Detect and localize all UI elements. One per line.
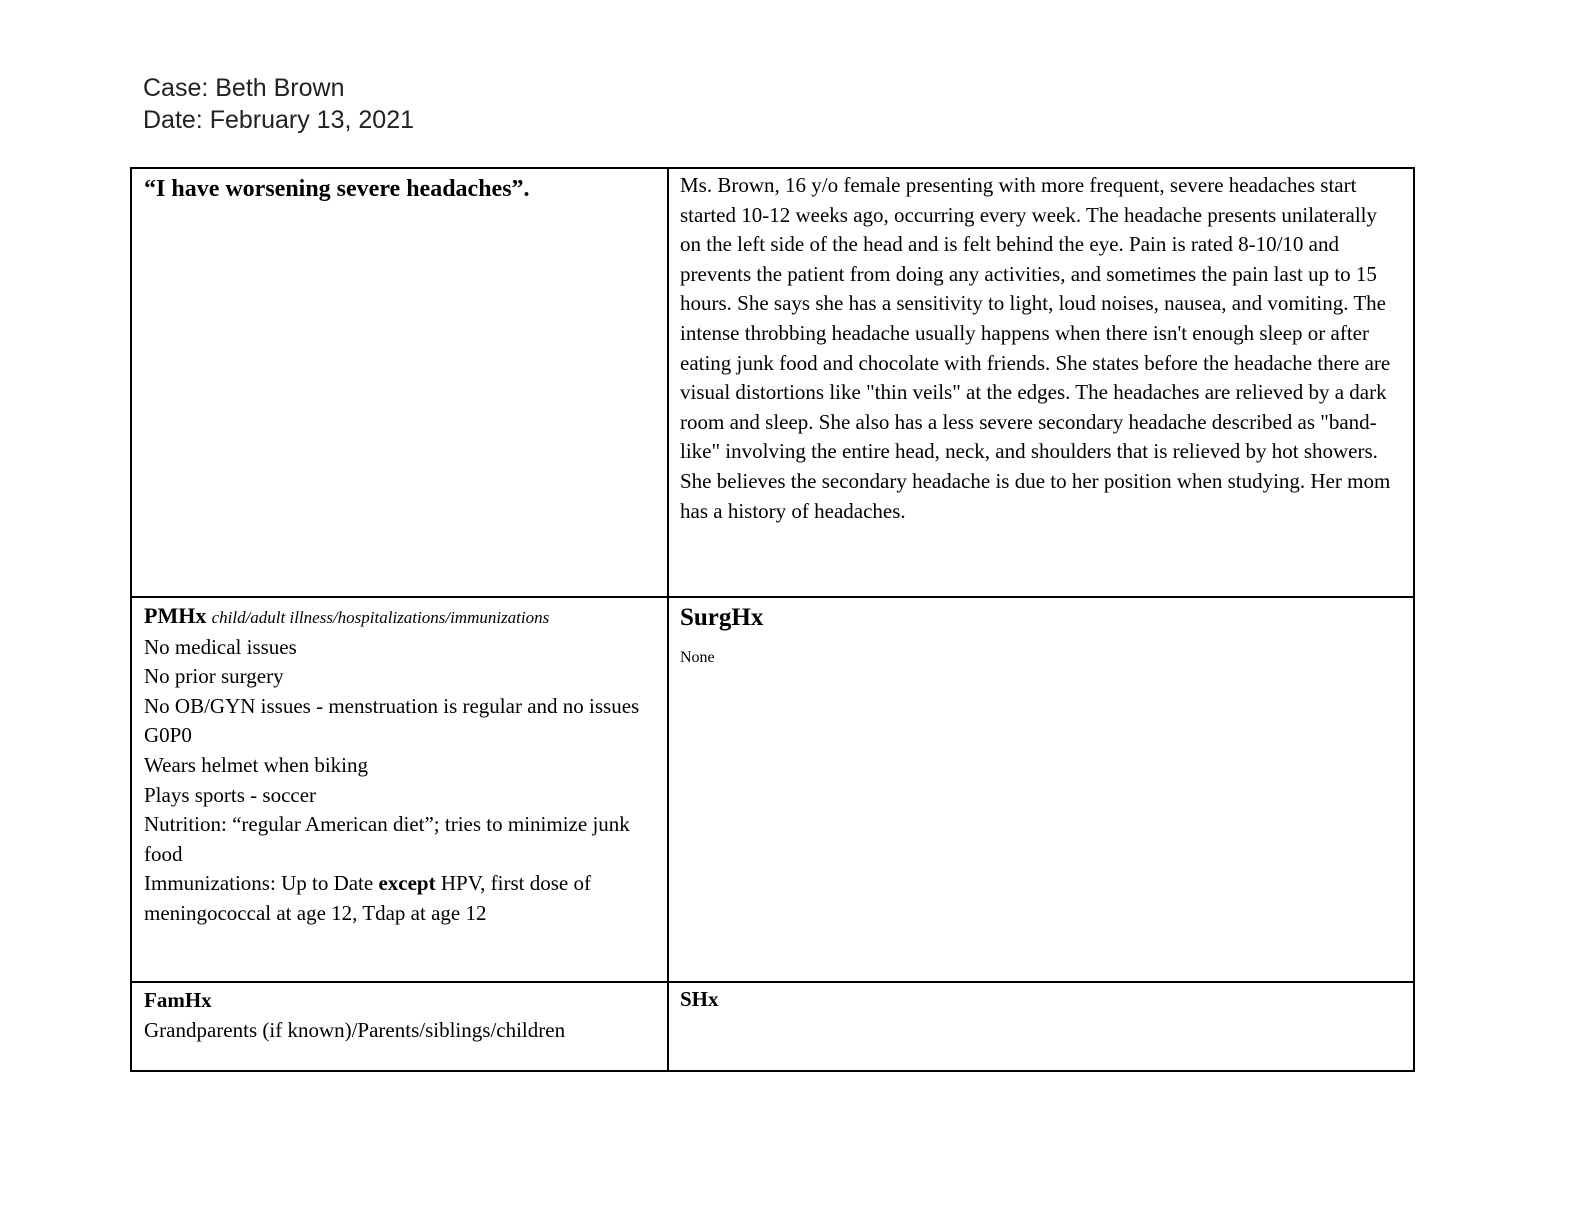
case-name: Case: Beth Brown xyxy=(143,74,345,102)
case-date: Date: February 13, 2021 xyxy=(143,106,414,134)
pmhx-item: G0P0 xyxy=(144,723,192,748)
pmhx-item: No medical issues xyxy=(144,634,297,659)
pmhx-item: Plays sports - soccer xyxy=(144,782,317,807)
surghx-cell xyxy=(668,597,1414,982)
famhx-cell xyxy=(131,982,668,1071)
table-row xyxy=(131,597,1414,982)
immunizations-prefix: Immunizations: Up to Date xyxy=(144,871,379,896)
immunizations-emphasis: except xyxy=(378,871,436,896)
history-table xyxy=(130,167,1415,1072)
pmhx-heading xyxy=(144,601,661,633)
table-row xyxy=(131,982,1414,1071)
pmhx-item: No OB/GYN issues - menstruation is regular and no issues xyxy=(144,693,640,718)
document-header xyxy=(143,72,414,136)
chief-complaint-cell xyxy=(131,168,668,597)
pmhx-item: Wears helmet when biking xyxy=(144,752,368,777)
hpi-cell xyxy=(668,168,1414,597)
hpi-text: Ms. Brown, 16 y/o female presenting with more frequent, severe headaches start started 10-12 weeks ago, occurring every week. The headache presents unilaterally on the left side of the head and is felt behind the eye. Pain is rated 8-10/10 and prevents the patient from doing any activities, and sometimes the pain last up to 15 hours. She says she has a sensitivity to light, loud noises, nausea, and vomiting. The intense throbbing headache usually happens when there isn't enough sleep or after eating junk food and chocolate with friends. She states before the headache there are visual distortions like "thin veils" at the edges. The headaches are relieved by a dark room and sleep. She also has a less severe secondary headache described as "band-like" involving the entire head, neck, and shoulders that is relieved by hot showers. She believes the secondary headache is due to her position when studying. Her mom has a history of headaches. xyxy=(680,173,1391,523)
pmhx-cell xyxy=(131,597,668,982)
surghx-value: None xyxy=(680,649,715,666)
famhx-title: FamHx xyxy=(144,988,212,1012)
pmhx-title: PMHx xyxy=(144,603,207,628)
pmhx-subtitle: child/adult illness/hospitalizations/immunizations xyxy=(211,608,550,627)
shx-title: SHx xyxy=(680,987,719,1011)
table-row xyxy=(131,168,1414,597)
pmhx-item: Nutrition: “regular American diet”; tries to minimize junk food xyxy=(144,812,630,866)
pmhx-immunizations xyxy=(144,869,661,928)
chief-complaint: “I have worsening severe headaches”. xyxy=(144,176,530,202)
shx-cell xyxy=(668,982,1414,1071)
immunizations-suffix: HPV, first dose of meningococcal at age 12, Tdap at age 12 xyxy=(144,871,591,925)
pmhx-item: No prior surgery xyxy=(144,664,284,689)
famhx-value: Grandparents (if known)/Parents/siblings/children xyxy=(144,1017,566,1042)
surghx-title: SurgHx xyxy=(680,604,764,631)
